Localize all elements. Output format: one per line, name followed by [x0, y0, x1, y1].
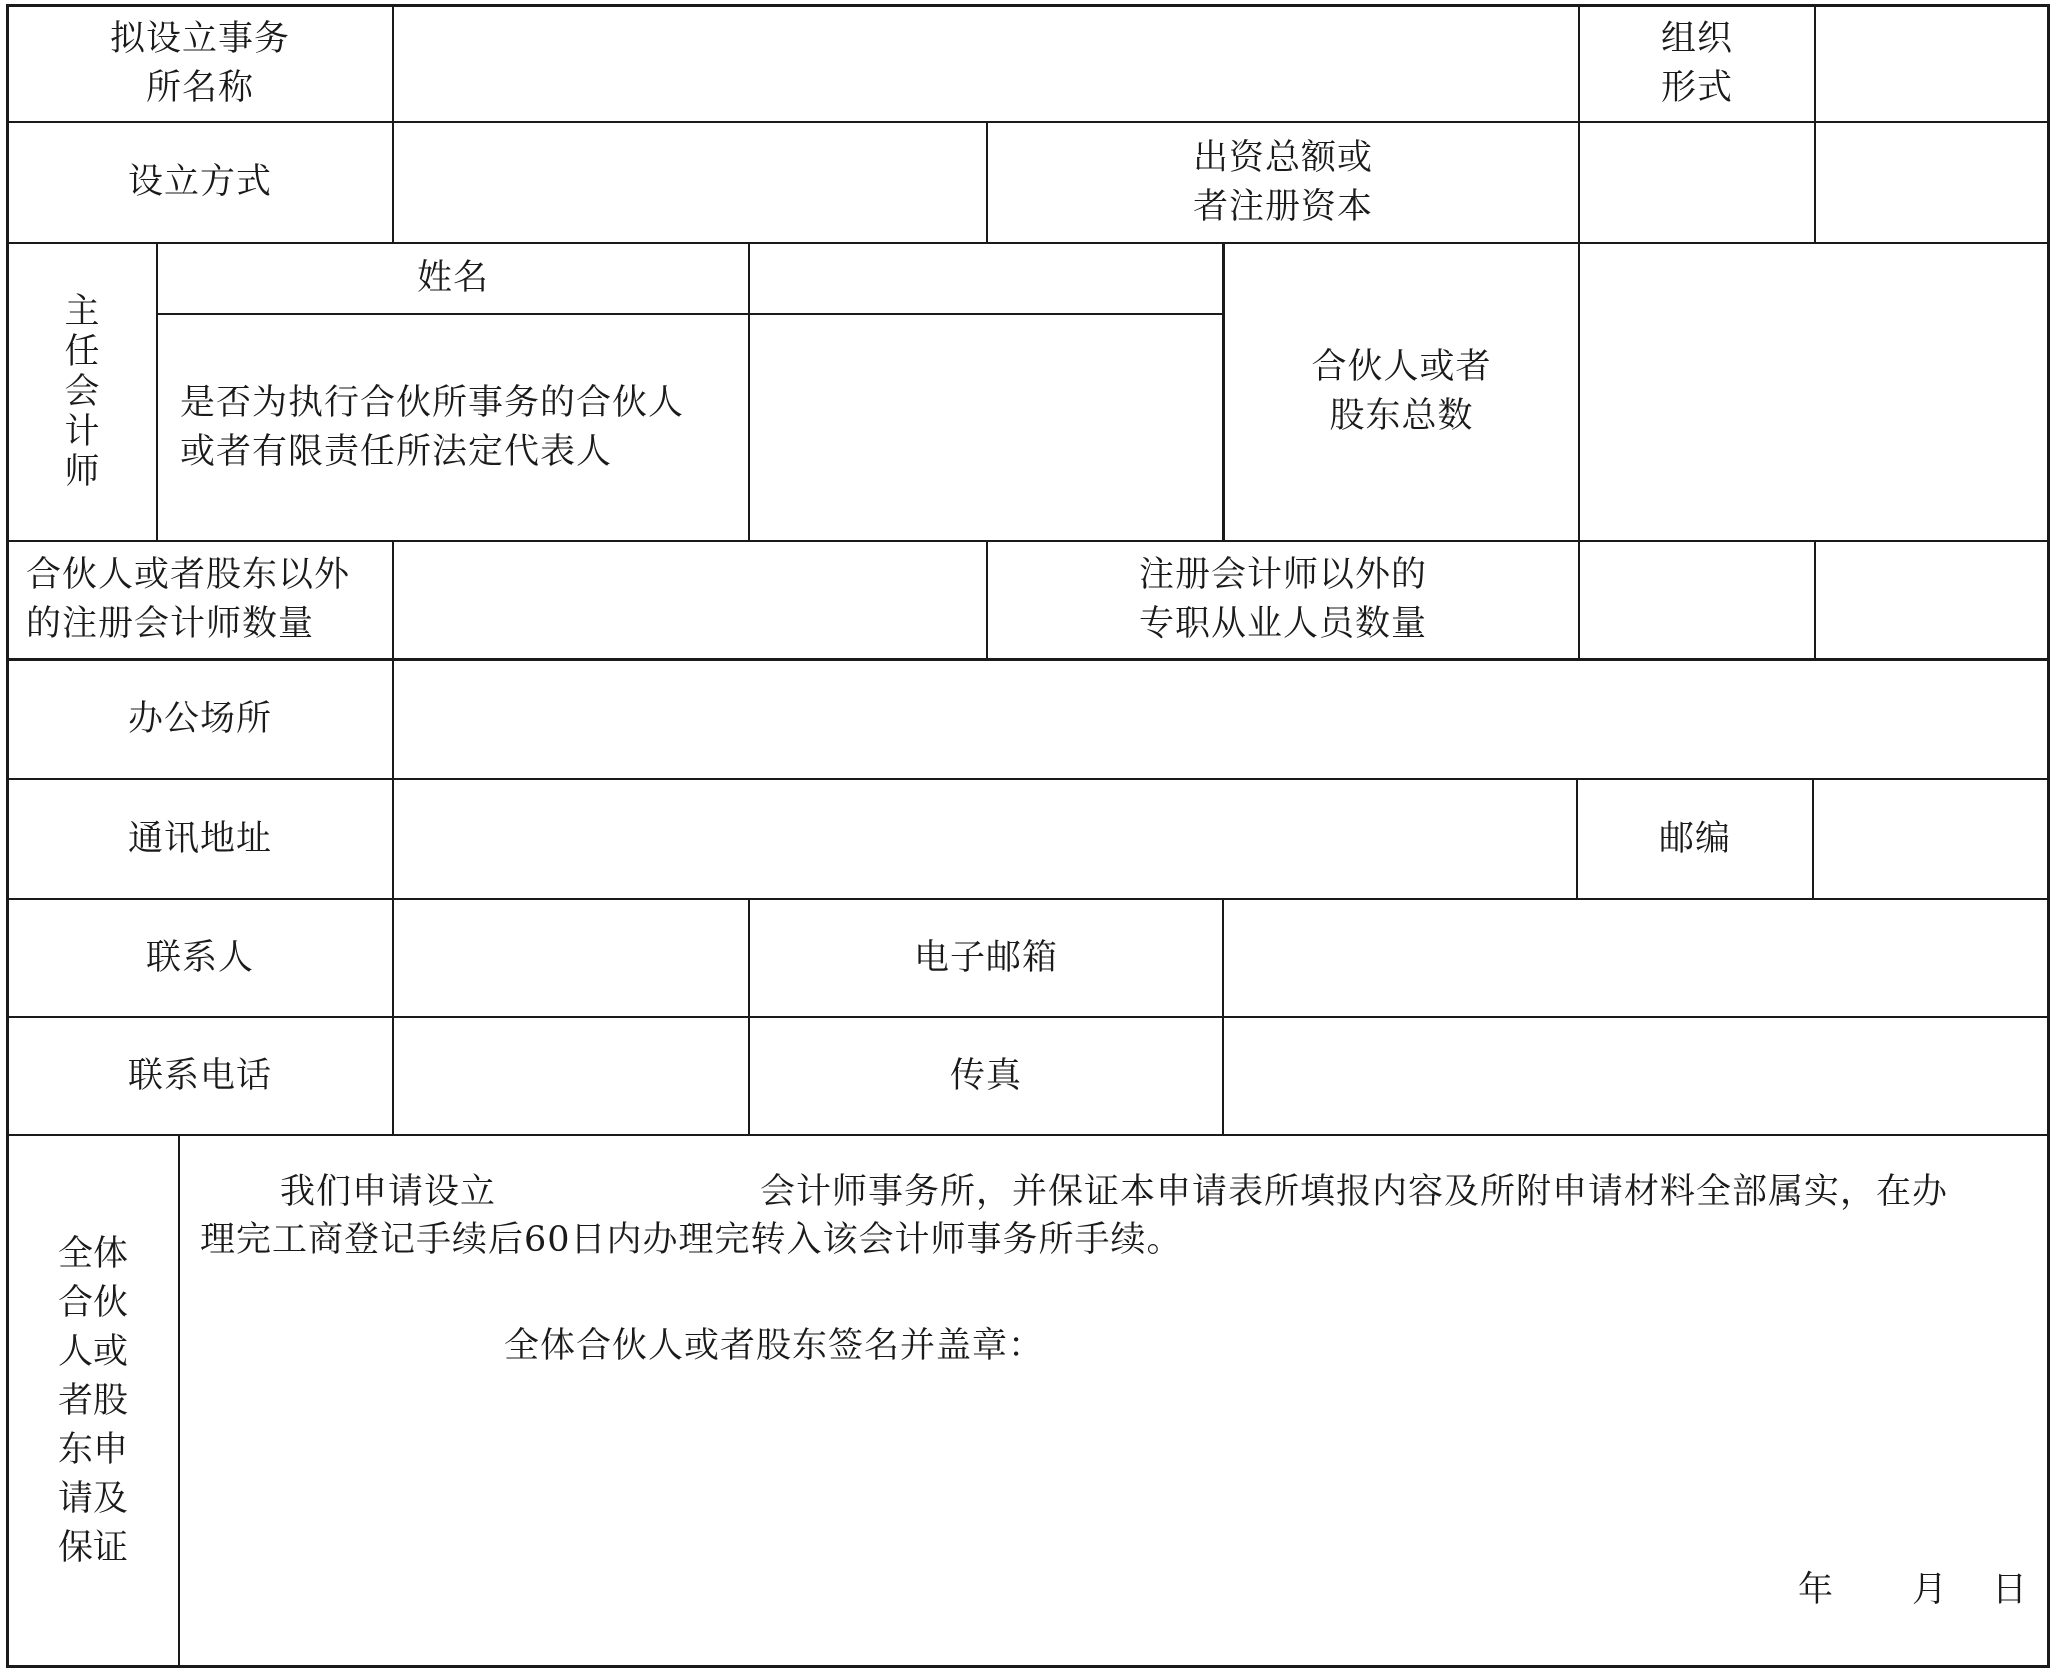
date-year-blank[interactable] — [1696, 1566, 1796, 1614]
contact-field[interactable] — [394, 900, 748, 1016]
date-day-label: 日 — [1992, 1570, 2028, 1610]
signature-label: 全体合伙人或者股东签名并盖章： — [504, 1326, 1045, 1366]
postcode-field[interactable] — [1814, 780, 2048, 898]
declaration-line-1 — [280, 1168, 1948, 1216]
date-day-blank[interactable] — [1956, 1566, 1990, 1614]
date-month-blank[interactable] — [1840, 1566, 1910, 1614]
signature-area[interactable] — [200, 1380, 2020, 1550]
name-label: 姓名 — [416, 258, 489, 298]
capital-label: 出资总额或 者注册资本 — [1192, 137, 1373, 227]
date-year-label: 年 — [1798, 1570, 1834, 1610]
office-location-field[interactable] — [394, 661, 2048, 778]
other-cpa-field[interactable] — [394, 542, 986, 658]
fax-label: 传真 — [949, 1055, 1022, 1096]
date-month-label: 月 — [1912, 1570, 1948, 1610]
mailing-address-field[interactable] — [394, 780, 1576, 898]
contact-label: 联系人 — [145, 937, 254, 978]
other-cpa-label: 合伙人或者股东以外 的注册会计师数量 — [26, 555, 351, 644]
executive-partner-label: 是否为执行合伙所事务的合伙人 或者有限责任所法定代表人 — [180, 382, 685, 472]
name-field[interactable] — [750, 244, 1222, 313]
office-location-label: 办公场所 — [127, 699, 272, 739]
executive-partner-field[interactable] — [750, 315, 1222, 540]
org-form-label: 组织 形式 — [1660, 18, 1733, 108]
other-staff-label: 注册会计师以外的 专职从业人员数量 — [1138, 555, 1427, 644]
chief-accountant-label: 主 任 会 计 师 — [64, 292, 100, 492]
org-form-field[interactable] — [1816, 6, 2048, 121]
declaration-label: 全体 合伙 人或 者股 东申 请及 保证 — [57, 1233, 128, 1568]
declaration-part-1: 我们申请设立 — [280, 1172, 497, 1212]
declaration-line-2: 理完工商登记手续后60日内办理完转入该会计师事务所手续。 — [200, 1220, 1183, 1260]
other-staff-field-2[interactable] — [1816, 542, 2048, 658]
office-name-label: 拟设立事务 所名称 — [109, 18, 290, 108]
setup-method-field[interactable] — [394, 123, 986, 242]
postcode-label: 邮编 — [1658, 818, 1731, 859]
col-divider-k — [178, 1134, 180, 1668]
email-field[interactable] — [1224, 900, 2048, 1016]
office-name-field[interactable] — [394, 6, 1578, 121]
email-label: 电子邮箱 — [913, 937, 1058, 978]
phone-field[interactable] — [394, 1018, 748, 1134]
partner-total-field[interactable] — [1580, 244, 2048, 540]
capital-field-2[interactable] — [1816, 123, 2048, 242]
partner-total-label: 合伙人或者 股东总数 — [1311, 347, 1492, 436]
other-staff-field-1[interactable] — [1580, 542, 1814, 658]
row-divider-8 — [6, 1134, 2050, 1136]
phone-label: 联系电话 — [127, 1055, 272, 1096]
capital-field-1[interactable] — [1580, 123, 1814, 242]
fax-field[interactable] — [1224, 1018, 2048, 1134]
mailing-address-label: 通讯地址 — [127, 818, 272, 859]
setup-method-label: 设立方式 — [127, 162, 272, 202]
declaration-part-2: 会计师事务所，并保证本申请表所填报内容及所附申请材料全部属实，在办 — [760, 1172, 1949, 1212]
